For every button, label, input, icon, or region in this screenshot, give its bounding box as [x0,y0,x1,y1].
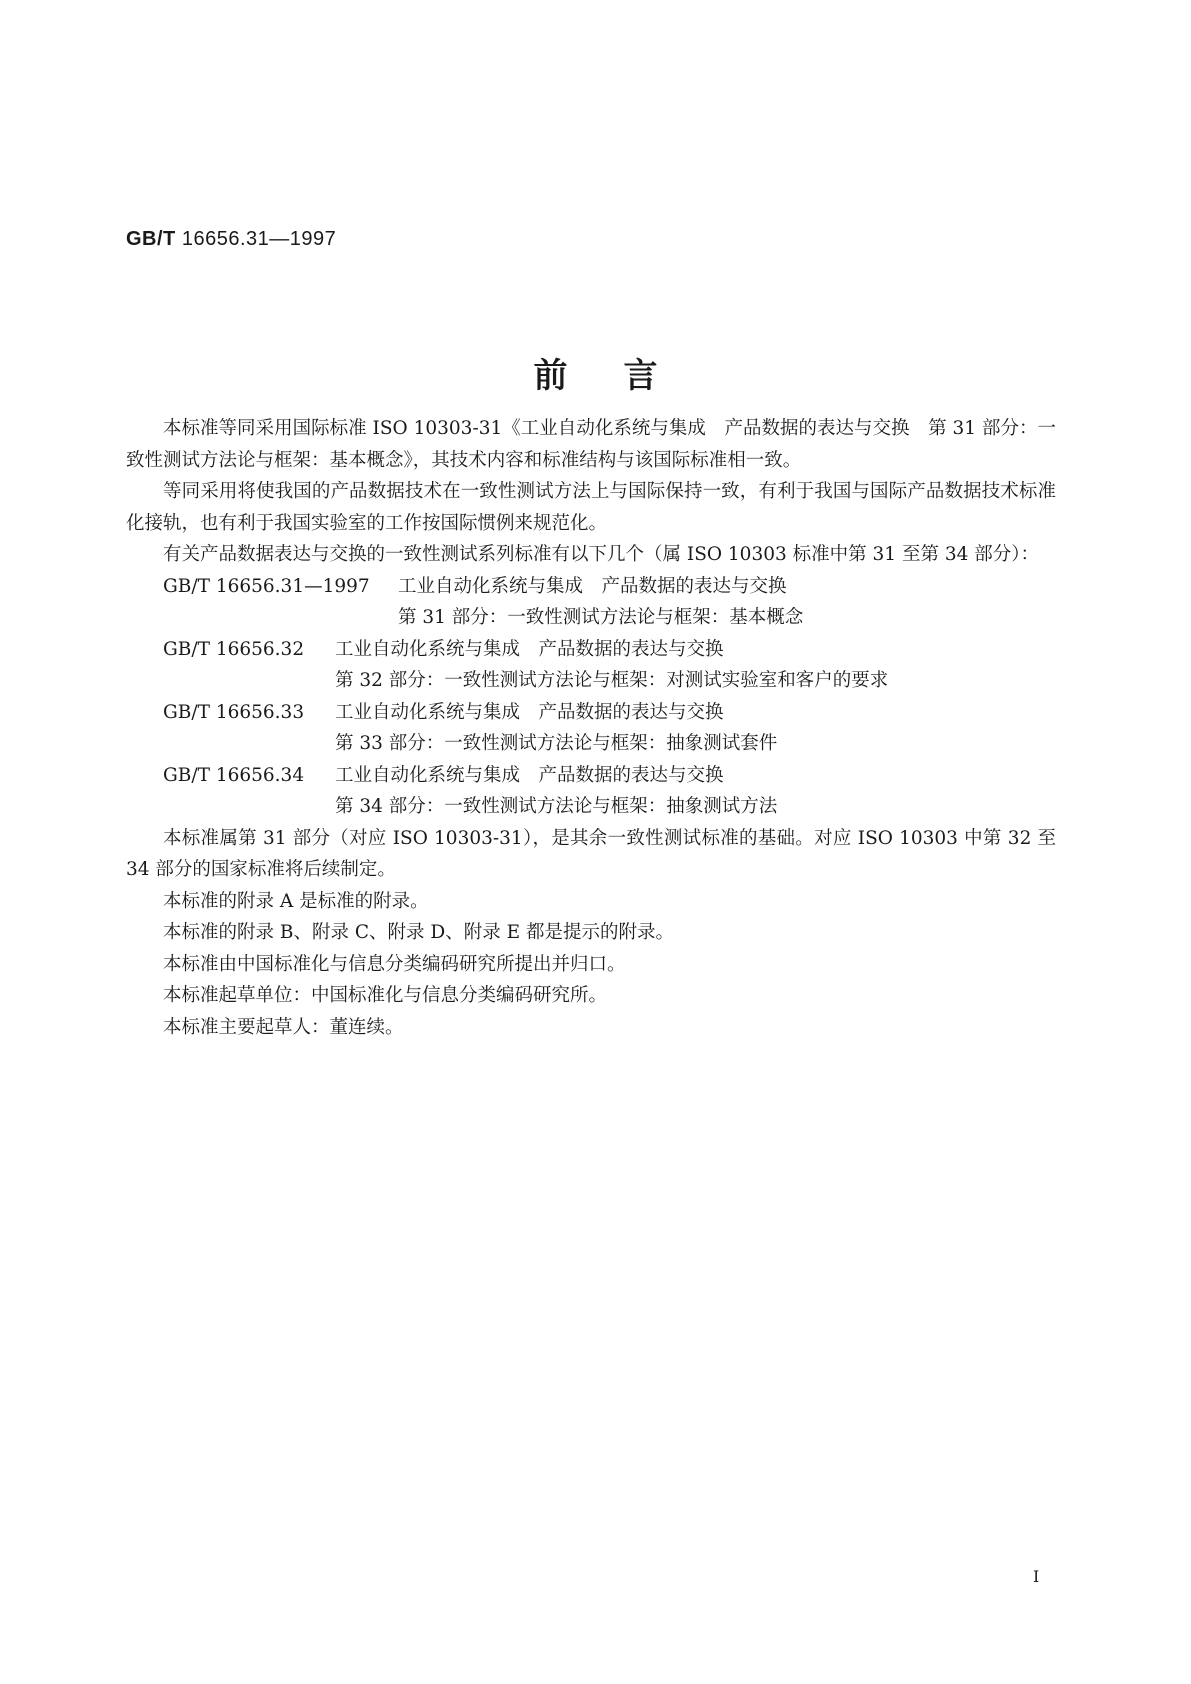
standard-description [398,571,1056,634]
standard-part-line: 第 34 部分：一致性测试方法论与框架：抽象测试方法 [335,796,778,817]
standard-part-line: 第 33 部分：一致性测试方法论与框架：抽象测试套件 [335,733,778,754]
paragraph-proposer: 本标准由中国标准化与信息分类编码研究所提出并归口。 [163,953,626,975]
standard-title-line: 工业自动化系统与集成 产品数据的表达与交换 [335,701,724,723]
standard-description [335,760,1056,823]
page-number: I [1033,1567,1040,1586]
paragraph-annex-informative: 本标准的附录 B、附录 C、附录 D、附录 E 都是提示的附录。 [163,922,674,943]
paragraph-drafting-unit: 本标准起草单位：中国标准化与信息分类编码研究所。 [163,985,608,1006]
standard-description [335,634,1056,697]
standard-item [126,634,1056,697]
paragraph-scope: 本标准属第 31 部分（对应 ISO 10303-31），是其余一致性测试标准的基础。对应 ISO 10303 中第 32 至 34 部分的国家标准将后续制定。 [126,827,1056,880]
header-standard-number: 16656.31—1997 [181,228,337,250]
standard-title-line: 工业自动化系统与集成 产品数据的表达与交换 [398,575,787,597]
page-title: 前言 [533,356,714,396]
paragraph-adoption: 本标准等同采用国际标准 ISO 10303-31《工业自动化系统与集成 产品数据的表达与交换 第 31 部分：一致性测试方法论与框架：基本概念》，其技术内容和标准结构与该国际标准相一致。 [126,418,1056,471]
standard-title-line: 工业自动化系统与集成 产品数据的表达与交换 [335,638,724,660]
standard-part-line: 第 31 部分：一致性测试方法论与框架：基本概念 [398,607,804,628]
paragraph-annex-normative: 本标准的附录 A 是标准的附录。 [163,890,429,912]
standard-description [335,697,1056,760]
foreword-body [126,413,1056,1043]
standards-list [126,571,1056,823]
paragraph-drafters: 本标准主要起草人：董连续。 [163,1016,404,1038]
header-gb-label: GB/T [126,228,176,250]
standard-title-line: 工业自动化系统与集成 产品数据的表达与交换 [335,764,724,786]
standard-code: GB/T 16656.31—1997 [163,575,370,597]
standard-item [126,760,1056,823]
standard-code: GB/T 16656.33 [163,701,305,723]
paragraph-series-intro: 有关产品数据表达与交换的一致性测试系列标准有以下几个（属 ISO 10303 标准中第 31 至第 34 部分）： [163,544,1039,565]
standard-item [126,571,1056,634]
standard-part-line: 第 32 部分：一致性测试方法论与框架：对测试实验室和客户的要求 [335,670,889,691]
standard-code: GB/T 16656.32 [163,638,305,660]
standard-code-header [126,228,336,251]
standard-code: GB/T 16656.34 [163,764,305,786]
paragraph-benefit: 等同采用将使我国的产品数据技术在一致性测试方法上与国际保持一致，有利于我国与国际产品数据技术标准化接轨，也有利于我国实验室的工作按国际惯例来规范化。 [126,481,1056,534]
standard-item [126,697,1056,760]
